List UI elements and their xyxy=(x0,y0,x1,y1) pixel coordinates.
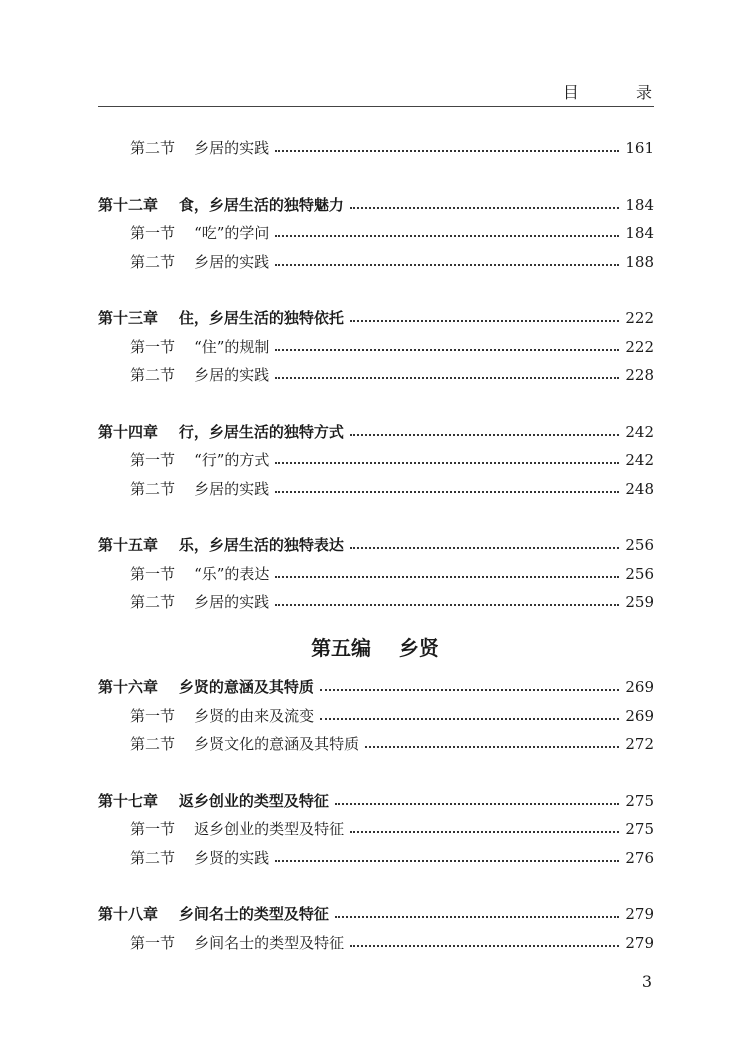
entry-page-number: 184 xyxy=(625,224,654,242)
entry-label: 第二节 乡居的实践 xyxy=(130,593,270,611)
toc-section-entry xyxy=(130,336,654,358)
entry-page-number: 259 xyxy=(625,593,654,611)
header-rule xyxy=(98,106,654,107)
dot-leader xyxy=(350,546,619,549)
toc-section-entry xyxy=(130,705,654,727)
running-header-title: 目 录 xyxy=(562,83,678,102)
toc-section-entry xyxy=(130,818,654,840)
dot-leader xyxy=(275,376,619,379)
toc-section-entry xyxy=(130,478,654,500)
toc-chapter-entry xyxy=(98,903,654,925)
entry-label: 第十三章 住，乡居生活的独特依托 xyxy=(98,309,344,327)
toc-section-entry xyxy=(130,733,654,755)
toc-section-entry xyxy=(130,449,654,471)
entry-page-number: 269 xyxy=(625,707,654,725)
toc-chapter-entry xyxy=(98,307,654,329)
entry-label: 第一节 返乡创业的类型及特征 xyxy=(130,820,345,838)
dot-leader xyxy=(350,433,619,436)
entry-label: 第一节 乡贤的由来及流变 xyxy=(130,707,315,725)
entry-label: 第二节 乡居的实践 xyxy=(130,480,270,498)
entry-label: 第二节 乡居的实践 xyxy=(130,366,270,384)
dot-leader xyxy=(365,745,619,748)
entry-page-number: 228 xyxy=(625,366,654,384)
dot-leader xyxy=(335,915,619,918)
toc-section-entry xyxy=(130,251,654,273)
dot-leader xyxy=(350,206,619,209)
entry-label: 第十五章 乐，乡居生活的独特表达 xyxy=(98,536,344,554)
page-number: 3 xyxy=(641,972,652,991)
entry-page-number: 269 xyxy=(625,678,654,696)
dot-leader xyxy=(275,234,619,237)
entry-page-number: 256 xyxy=(625,536,654,554)
toc-section-entry xyxy=(130,364,654,386)
entry-page-number: 275 xyxy=(625,792,654,810)
dot-leader xyxy=(275,859,619,862)
entry-label: 第一节 “乐”的表达 xyxy=(130,565,270,583)
part-title: 第五编 乡贤 xyxy=(311,636,439,660)
entry-label: 第一节 “吃”的学问 xyxy=(130,224,270,242)
entry-page-number: 248 xyxy=(625,480,654,498)
entry-page-number: 279 xyxy=(625,934,654,952)
dot-leader xyxy=(275,603,619,606)
dot-leader xyxy=(350,944,619,947)
toc-section-entry xyxy=(130,222,654,244)
entry-page-number: 256 xyxy=(625,565,654,583)
toc-section-entry xyxy=(130,591,654,613)
toc-chapter-entry xyxy=(98,676,654,698)
toc-section-entry xyxy=(130,137,654,159)
entry-page-number: 279 xyxy=(625,905,654,923)
entry-page-number: 188 xyxy=(625,253,654,271)
entry-page-number: 222 xyxy=(625,338,654,356)
entry-page-number: 161 xyxy=(625,139,654,157)
dot-leader xyxy=(335,802,619,805)
entry-page-number: 184 xyxy=(625,196,654,214)
entry-label: 第二节 乡居的实践 xyxy=(130,139,270,157)
toc-section-entry xyxy=(130,847,654,869)
entry-page-number: 242 xyxy=(625,423,654,441)
dot-leader xyxy=(350,319,619,322)
dot-leader xyxy=(275,575,619,578)
entry-page-number: 275 xyxy=(625,820,654,838)
entry-label: 第一节 “行”的方式 xyxy=(130,451,270,469)
entry-label: 第一节 乡间名士的类型及特征 xyxy=(130,934,345,952)
toc-chapter-entry xyxy=(98,421,654,443)
toc-chapter-entry xyxy=(98,790,654,812)
entry-label: 第十七章 返乡创业的类型及特征 xyxy=(98,792,329,810)
entry-label: 第二节 乡居的实践 xyxy=(130,253,270,271)
entry-page-number: 242 xyxy=(625,451,654,469)
entry-page-number: 222 xyxy=(625,309,654,327)
dot-leader xyxy=(275,149,619,152)
entry-label: 第二节 乡贤的实践 xyxy=(130,849,270,867)
entry-page-number: 276 xyxy=(625,849,654,867)
entry-label: 第二节 乡贤文化的意涵及其特质 xyxy=(130,735,360,753)
entry-label: 第十六章 乡贤的意涵及其特质 xyxy=(98,678,314,696)
toc-section-entry xyxy=(130,932,654,954)
entry-label: 第一节 “住”的规制 xyxy=(130,338,270,356)
entry-label: 第十八章 乡间名士的类型及特征 xyxy=(98,905,329,923)
toc-section-entry xyxy=(130,563,654,585)
toc-chapter-entry xyxy=(98,534,654,556)
dot-leader xyxy=(275,490,619,493)
dot-leader xyxy=(275,461,619,464)
dot-leader xyxy=(275,348,619,351)
toc-chapter-entry xyxy=(98,194,654,216)
dot-leader xyxy=(320,717,619,720)
entry-page-number: 272 xyxy=(625,735,654,753)
entry-label: 第十四章 行，乡居生活的独特方式 xyxy=(98,423,344,441)
dot-leader xyxy=(350,830,619,833)
dot-leader xyxy=(320,688,619,691)
dot-leader xyxy=(275,263,619,266)
entry-label: 第十二章 食，乡居生活的独特魅力 xyxy=(98,196,344,214)
